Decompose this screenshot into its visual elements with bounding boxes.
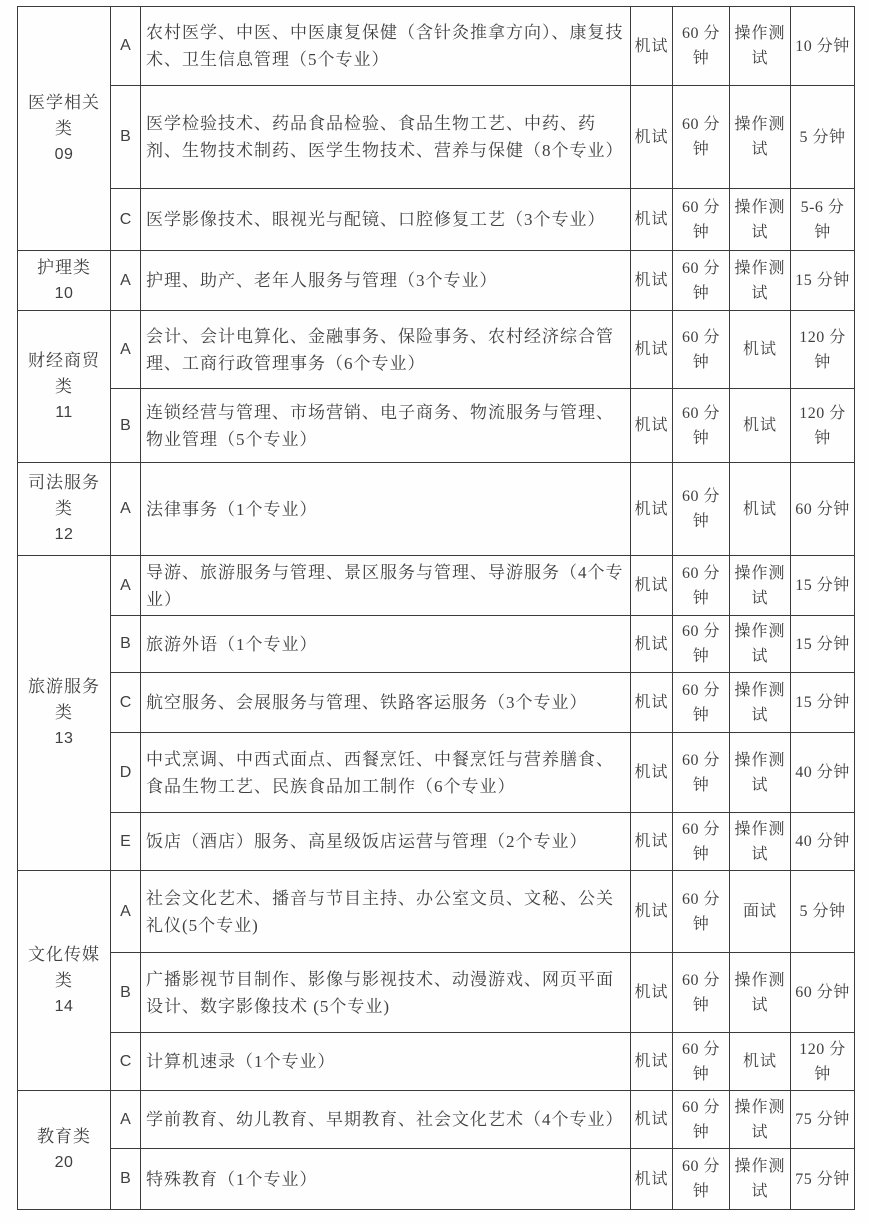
second-exam-type-cell: 操作测试 [730,953,791,1033]
majors-cell: 医学影像技术、眼视光与配镜、口腔修复工艺（3个专业） [141,189,631,251]
category-cell [18,311,111,463]
second-exam-duration-cell: 5 分钟 [791,86,855,189]
first-exam-type-cell: 机试 [631,1149,673,1210]
group-letter-cell: A [111,463,141,556]
first-exam-type-cell: 机试 [631,616,673,673]
first-exam-type-cell: 机试 [631,1091,673,1149]
category-cell [18,251,111,311]
category-name: 护理类 [37,257,91,277]
table-row [18,86,855,189]
majors-cell: 导游、旅游服务与管理、景区服务与管理、导游服务（4个专业） [141,556,631,616]
second-exam-duration-cell: 5 分钟 [791,871,855,953]
first-exam-duration-cell: 60 分钟 [673,1033,730,1091]
first-exam-type-cell: 机试 [631,463,673,556]
first-exam-duration-cell: 60 分钟 [673,953,730,1033]
category-name: 旅游服务类 [28,677,100,722]
table-row [18,1149,855,1210]
table-row [18,813,855,871]
second-exam-type-cell: 操作测试 [730,556,791,616]
category-name: 医学相关类 [28,92,100,138]
table-row [18,673,855,733]
second-exam-duration-cell: 120 分钟 [791,389,855,463]
first-exam-type-cell: 机试 [631,733,673,813]
first-exam-duration-cell: 60 分钟 [673,813,730,871]
category-code: 13 [54,730,74,747]
second-exam-duration-cell: 40 分钟 [791,813,855,871]
category-code: 20 [54,1154,74,1171]
second-exam-duration-cell: 15 分钟 [791,251,855,311]
first-exam-duration-cell: 60 分钟 [673,311,730,389]
category-code: 11 [55,403,73,421]
second-exam-duration-cell: 120 分钟 [791,1033,855,1091]
table-row [18,463,855,556]
table-row [18,7,855,86]
group-letter-cell: A [111,251,141,311]
group-letter-cell: C [111,673,141,733]
second-exam-duration-cell: 120 分钟 [791,311,855,389]
first-exam-duration-cell: 60 分钟 [673,189,730,251]
first-exam-duration-cell: 60 分钟 [673,871,730,953]
table-row [18,556,855,616]
table-row [18,1033,855,1091]
majors-cell: 特殊教育（1个专业） [141,1149,631,1210]
second-exam-duration-cell: 60 分钟 [791,463,855,556]
group-letter-cell: B [111,86,141,189]
majors-cell: 法律事务（1个专业） [141,463,631,556]
table-row [18,389,855,463]
first-exam-duration-cell: 60 分钟 [673,733,730,813]
first-exam-duration-cell: 60 分钟 [673,251,730,311]
majors-cell: 连锁经营与管理、市场营销、电子商务、物流服务与管理、物业管理（5个专业） [141,389,631,463]
category-code: 10 [54,284,74,302]
second-exam-type-cell: 操作测试 [730,189,791,251]
group-letter-cell: B [111,616,141,673]
first-exam-type-cell: 机试 [631,389,673,463]
first-exam-type-cell: 机试 [631,813,673,871]
category-cell [18,7,111,251]
second-exam-type-cell: 机试 [730,463,791,556]
majors-cell: 社会文化艺术、播音与节目主持、办公室文员、文秘、公关礼仪(5个专业) [141,871,631,953]
second-exam-type-cell: 面试 [730,871,791,953]
group-letter-cell: A [111,556,141,616]
first-exam-duration-cell: 60 分钟 [673,7,730,86]
table-row [18,616,855,673]
table-row [18,311,855,389]
majors-cell: 计算机速录（1个专业） [141,1033,631,1091]
second-exam-duration-cell: 75 分钟 [791,1149,855,1210]
table-row [18,189,855,251]
second-exam-duration-cell: 60 分钟 [791,953,855,1033]
category-cell [18,463,111,556]
exam-table-body [18,7,855,1210]
category-code: 12 [54,526,74,543]
majors-cell: 会计、会计电算化、金融事务、保险事务、农村经济综合管理、工商行政管理事务（6个专业） [141,311,631,389]
first-exam-duration-cell: 60 分钟 [673,556,730,616]
second-exam-type-cell: 操作测试 [730,1149,791,1210]
table-row [18,871,855,953]
first-exam-type-cell: 机试 [631,189,673,251]
first-exam-type-cell: 机试 [631,251,673,311]
group-letter-cell: B [111,1149,141,1210]
category-name: 文化传媒类 [28,944,100,990]
table-row [18,1091,855,1149]
second-exam-duration-cell: 10 分钟 [791,7,855,86]
group-letter-cell: C [111,1033,141,1091]
second-exam-type-cell: 操作测试 [730,616,791,673]
table-row [18,251,855,311]
second-exam-type-cell: 机试 [730,1033,791,1091]
group-letter-cell: A [111,1091,141,1149]
category-name: 教育类 [37,1127,91,1146]
first-exam-type-cell: 机试 [631,673,673,733]
second-exam-type-cell: 操作测试 [730,86,791,189]
group-letter-cell: C [111,189,141,251]
first-exam-duration-cell: 60 分钟 [673,389,730,463]
majors-cell: 医学检验技术、药品食品检验、食品生物工艺、中药、药剂、生物技术制药、医学生物技术、营养与保健（8个专业） [141,86,631,189]
second-exam-duration-cell: 40 分钟 [791,733,855,813]
second-exam-duration-cell: 15 分钟 [791,616,855,673]
second-exam-duration-cell: 5-6 分钟 [791,189,855,251]
second-exam-duration-cell: 15 分钟 [791,556,855,616]
first-exam-duration-cell: 60 分钟 [673,86,730,189]
first-exam-type-cell: 机试 [631,953,673,1033]
category-cell [18,1091,111,1210]
majors-cell: 广播影视节目制作、影像与影视技术、动漫游戏、网页平面设计、数字影像技术 (5个专业) [141,953,631,1033]
second-exam-type-cell: 操作测试 [730,813,791,871]
second-exam-type-cell: 操作测试 [730,673,791,733]
majors-cell: 中式烹调、中西式面点、西餐烹饪、中餐烹饪与营养膳食、食品生物工艺、民族食品加工制作（6个专业） [141,733,631,813]
majors-cell: 学前教育、幼儿教育、早期教育、社会文化艺术（4个专业） [141,1091,631,1149]
first-exam-duration-cell: 60 分钟 [673,463,730,556]
first-exam-type-cell: 机试 [631,7,673,86]
majors-cell: 护理、助产、老年人服务与管理（3个专业） [141,251,631,311]
second-exam-type-cell: 操作测试 [730,1091,791,1149]
group-letter-cell: A [111,311,141,389]
first-exam-type-cell: 机试 [631,1033,673,1091]
second-exam-type-cell: 操作测试 [730,733,791,813]
group-letter-cell: A [111,871,141,953]
majors-cell: 旅游外语（1个专业） [141,616,631,673]
group-letter-cell: B [111,389,141,463]
second-exam-type-cell: 机试 [730,311,791,389]
exam-schedule-table [17,6,855,1210]
group-letter-cell: E [111,813,141,871]
first-exam-type-cell: 机试 [631,871,673,953]
category-cell [18,556,111,871]
first-exam-duration-cell: 60 分钟 [673,616,730,673]
group-letter-cell: D [111,733,141,813]
first-exam-type-cell: 机试 [631,311,673,389]
category-code: 14 [54,997,74,1015]
category-code: 09 [54,145,74,163]
table-row [18,953,855,1033]
group-letter-cell: A [111,7,141,86]
majors-cell: 农村医学、中医、中医康复保健（含针灸推拿方向）、康复技术、卫生信息管理（5个专业） [141,7,631,86]
first-exam-duration-cell: 60 分钟 [673,1149,730,1210]
category-name: 财经商贸类 [28,350,100,396]
second-exam-type-cell: 机试 [730,389,791,463]
category-name: 司法服务类 [28,473,100,518]
first-exam-duration-cell: 60 分钟 [673,1091,730,1149]
first-exam-type-cell: 机试 [631,556,673,616]
second-exam-type-cell: 操作测试 [730,251,791,311]
second-exam-type-cell: 操作测试 [730,7,791,86]
majors-cell: 航空服务、会展服务与管理、铁路客运服务（3个专业） [141,673,631,733]
category-cell [18,871,111,1091]
second-exam-duration-cell: 15 分钟 [791,673,855,733]
first-exam-duration-cell: 60 分钟 [673,673,730,733]
second-exam-duration-cell: 75 分钟 [791,1091,855,1149]
first-exam-type-cell: 机试 [631,86,673,189]
majors-cell: 饭店（酒店）服务、高星级饭店运营与管理（2个专业） [141,813,631,871]
group-letter-cell: B [111,953,141,1033]
table-row [18,733,855,813]
